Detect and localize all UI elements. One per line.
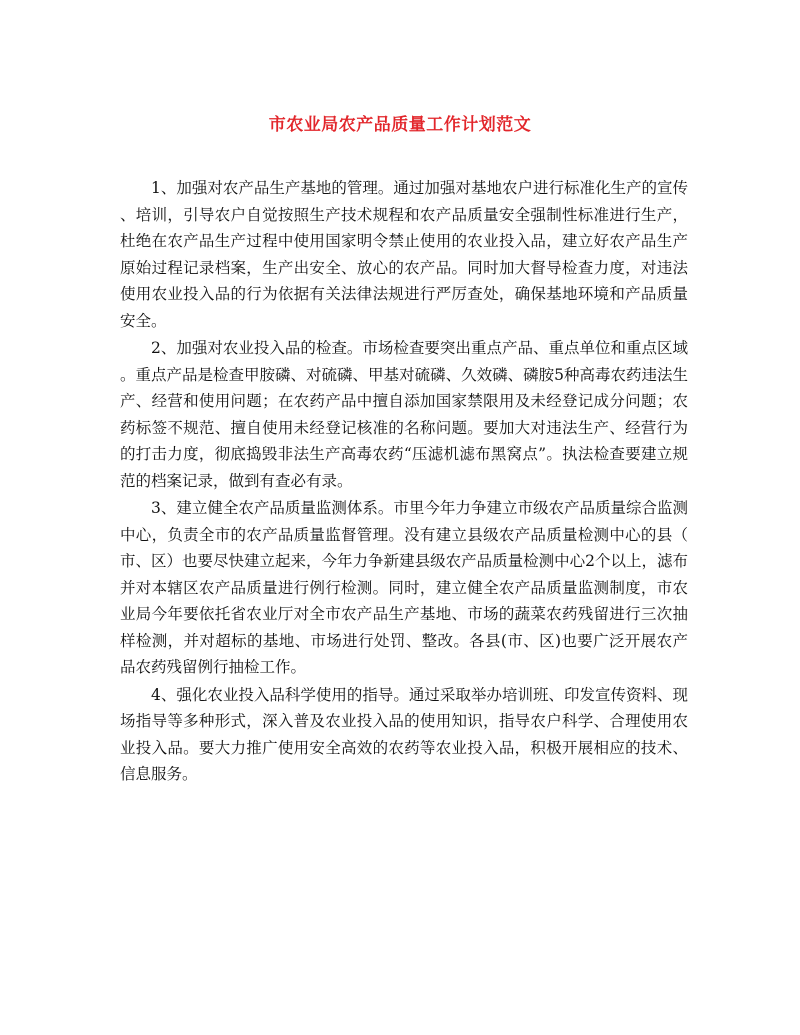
paragraph-4: 4、强化农业投入品科学使用的指导。通过采取举办培训班、印发宣传资料、现场指导等多种形式，深入普及农业投入品的使用知识，指导农户科学、合理使用农业投入品。要大力推广使用安全高效的农药等农业投入品，积极开展相应的技术、信息服务。 <box>120 685 688 783</box>
document-title: 市农业局农产品质量工作计划范文 <box>268 115 532 135</box>
document-body <box>120 175 688 788</box>
paragraph-1: 1、加强对农产品生产基地的管理。通过加强对基地农户进行标准化生产的宣传、培训，引导农户自觉按照生产技术规程和农产品质量安全强制性标准进行生产，杜绝在农产品生产过程中使用国家明令禁止使用的农业投入品，建立好农产品生产原始过程记录档案，生产出安全、放心的农产品。同时加大督导检查力度，对违法使用农业投入品的行为依据有关法律法规进行严厉查处，确保基地环境和产品质量安全。 <box>120 179 688 330</box>
paragraph-2: 2、加强对农业投入品的检查。市场检查要突出重点产品、重点单位和重点区域。重点产品是检查甲胺磷、对硫磷、甲基对硫磷、久效磷、磷胺5种高毒农药违法生产、经营和使用问题；在农药产品中擅自添加国家禁限用及未经登记成分问题；农药标签不规范、擅自使用未经登记核准的名称问题。要加大对违法生产、经营行为的打击力度，彻底捣毁非法生产高毒农药“压滤机滤布黑窝点”。执法检查要建立规范的档案记录，做到有查必有录。 <box>120 339 688 490</box>
paragraph-3: 3、建立健全农产品质量监测体系。市里今年力争建立市级农产品质量综合监测中心，负责全市的农产品质量监督管理。没有建立县级农产品质量检测中心的县（市、区）也要尽快建立起来，今年力争新建县级农产品质量检测中心2个以上，滤布并对本辖区农产品质量进行例行检测。同时，建立健全农产品质量监测制度，市农业局今年要依托省农业厅对全市农产品生产基地、市场的蔬菜农药残留进行三次抽样检测，并对超标的基地、市场进行处罚、整改。各县(市、区)也要广泛开展农产品农药残留例行抽检工作。 <box>120 499 688 676</box>
